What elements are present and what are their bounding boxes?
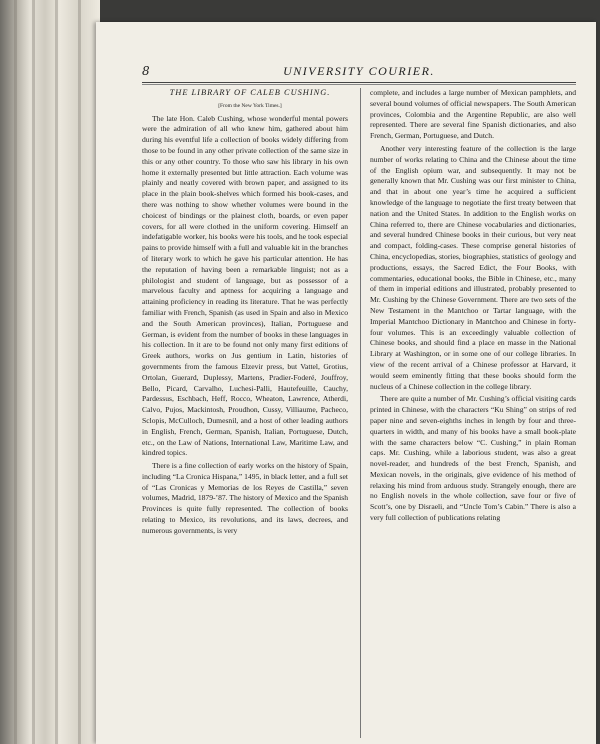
paragraph: Another very interesting feature of the collection is the large number of works relating to China and the Chinese about the time of the English opium war, and subsequently. It may not be generally known that Mr. Cushing was our first minister to China, and that in about one year’s time he acquired a sufficient knowledge of the language to negotiate the first treaty between that nation and the United States. In addition to the English works on China referred to, there are Chinese vocabularies and dictionaries, and several hundred Chinese books in their curious, but very neat and compact, folding-cases. These comprise general histories of China, encyclopedias, stories, biographies, statistics of geology and productions, essays, the Sacred Edict, the Four Books, with commentaries, educational books, the Bible in Chinese, etc., many of them in imperial editions and illustrated, probably presented to Mr. Cushing by the Chinese Government. There are two sets of the New Testament in the Mantchoo or Tartar language, with the Imperial Mantchoo Dictionary in Mantchoo and Chinese in forty-four volumes. This is an exceedingly valuable collection of Chinese books, and should find a place en masse in the National Library at Washington, or in some one of our college libraries. In view of the recent arrival of a Chinese professor at Harvard, it would seem eminently fitting that these books should form the nucleus of a Chinese collection in the college library. xyxy=(370,143,576,391)
article-title: THE LIBRARY OF CALEB CUSHING. xyxy=(169,88,331,97)
right-column xyxy=(370,88,576,738)
page-edge-line xyxy=(55,0,58,744)
page-header xyxy=(142,64,576,82)
column-divider xyxy=(360,88,361,738)
paragraph: complete, and includes a large number of Mexican pamphlets, and several bound volumes of official newspapers. The South American provinces, Colombia and the Argentine Republic, are also well represented. There are several fine Spanish dictionaries, and also French, German, Portuguese, and Dutch. xyxy=(370,88,576,141)
page-number: 8 xyxy=(142,64,150,78)
book-binding-edge xyxy=(0,0,100,744)
header-rule xyxy=(142,82,576,85)
newspaper-page xyxy=(96,22,596,744)
paragraph: The late Hon. Caleb Cushing, whose wonderful mental powers were the admiration of all who knew him, gathered about him during his eventful life a collection of books widely differing from those to be found in any other private collection of the same size in this or any other country. To those who saw his library in his own home it externally presented but little attraction. Each volume was plainly and neatly covered with brown paper, and assigned to its place in the plain book-shelves which formed his book-cases, and there was nothing to show whether volumes were bound in the choicest of bindings or the plainest cloth, boards, or even paper covers, for all were clothed in the uniform covering. Himself an indefatigable worker, his books were his tools, and he took especial pains to provide himself with a full and valuable kit in the branches of literary work to which he gave his particular attention. He has the reputation of having been a remarkable linguist; not as a philologist and student of language, but as possessor of a marvelous faculty and aptness for acquiring a language and attaining proficiency in reading its literature. That he was perfectly familiar with French, Spanish (as used in Spain and also in Mexico and the South American provinces), Italian, Portuguese and German, is evident from the number of books in these languages in his collection. In it are to be found not only many first editions of Greek authors, works on Jus gentium in Latin, histories of governments from the famous Elzevir press, but Vattel, Grotius, Ortolan, Guerard, Duplessy, Martens, Pradier-Foderé, Jouffroy, Bello, Picard, Carvalho, Luchesi-Palli, Hautefeuille, Cauchy, Pardessus, Eschbach, Heff, Rocco, Wheaton, Lawrence, Atherdi, Calvo, Pujos, Mackintosh, Proudhon, Cussy, Villiaume, Pacheco, Sclopis, McCulloch, Dumesnil, and a host of other leading authors in English, French, German, Spanish, Italian, Portuguese, Dutch, etc., on the Law of Nations, International Law, Maritime Law, and kindred topics. xyxy=(142,113,348,458)
page-edge-line xyxy=(78,0,81,744)
page-edge-line xyxy=(32,0,35,744)
page-edge-line xyxy=(14,0,17,744)
article-source: [From the New York Times.] xyxy=(218,102,282,109)
left-column xyxy=(142,88,348,738)
paragraph: There is a fine collection of early works on the history of Spain, including “La Cronica Hispana,” 1495, in black letter, and a full set of “Las Cronicas y Memorias de los Reyes de Castilla,” seven volumes, Madrid, 1879-’87. The history of Mexico and the Spanish Provinces is quite fully represented. The collection of books relating to Mexico, its revolutions, and its laws, decrees, and numerous governments, is very xyxy=(142,461,348,535)
running-head: UNIVERSITY COURIER. xyxy=(283,64,435,78)
paragraph: There are quite a number of Mr. Cushing’s official visiting cards printed in Chinese, with the characters “Ku Shing” on strips of red paper nine and seven-eighths inches in length by four and three-quarters in width, and many of his books have a small book-plate with the same characters below “C. Cushing,” in plain Roman caps. Mr. Cushing, while a laborious student, was also a great novel-reader, and hundreds of the best French, Spanish, and Mexican novels, in the originals, give evidence of his method of relaxing his mind from arduous study. Strangely enough, there are no English novels in the whole collection, save four or five of Scott’s, one by Disraeli, and “Uncle Tom’s Cabin.” There is also a very full collection of publications relating xyxy=(370,394,576,523)
